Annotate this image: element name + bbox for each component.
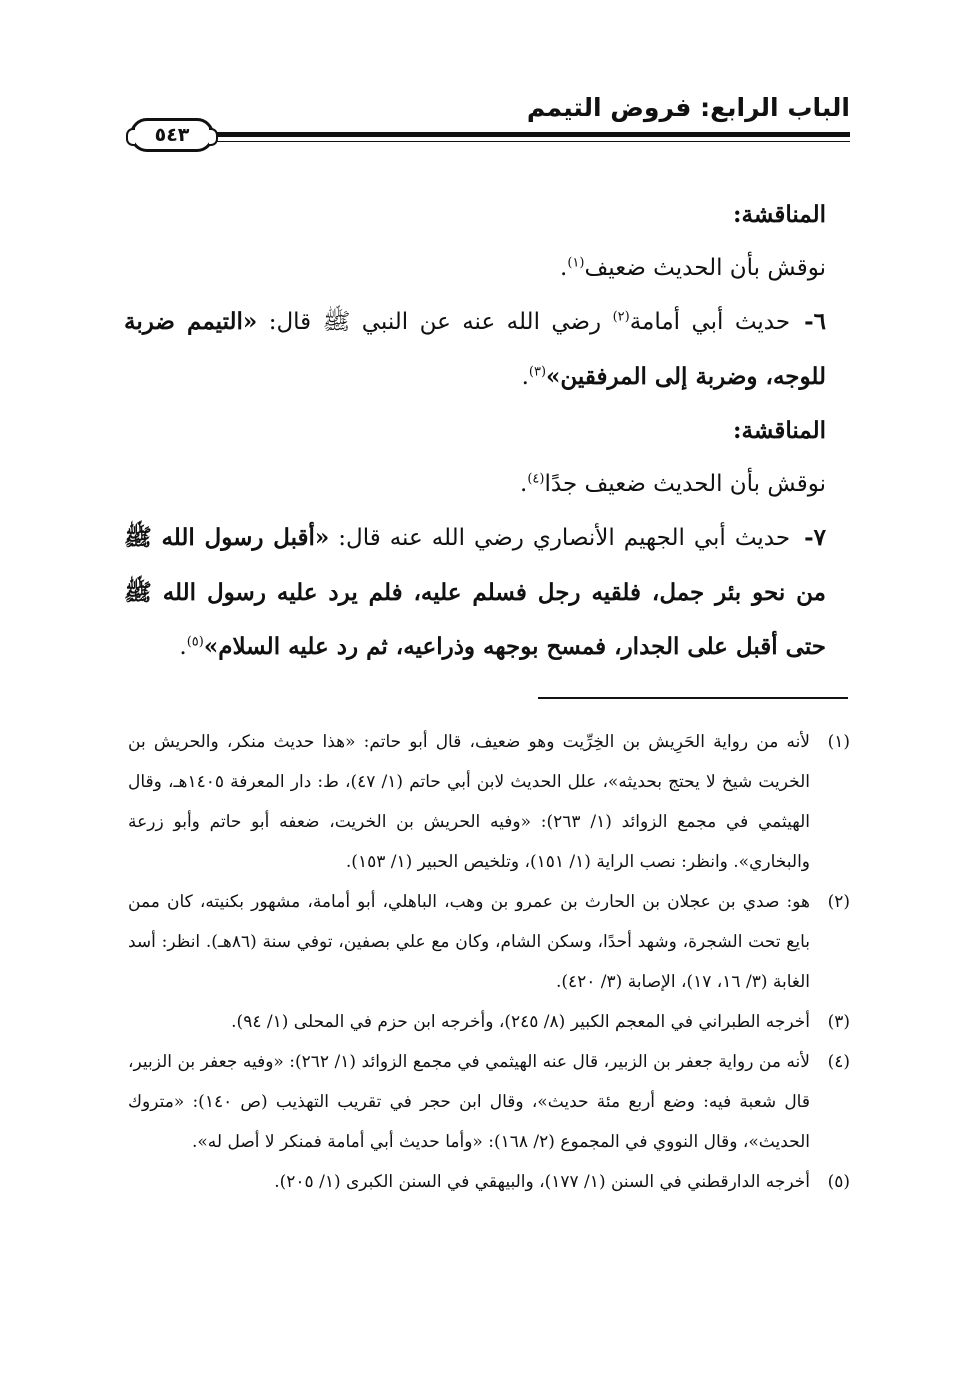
footnote-ref[interactable]: (٤) [527,470,545,486]
footnotes [128,722,850,1202]
footnote-separator [538,697,848,699]
hadith-intro: حديث أبي الجهيم الأنصاري رضي الله عنه قال: [329,525,791,551]
paragraph-end: . [179,634,187,660]
footnote [128,1042,850,1162]
paragraph-end: . [520,470,528,497]
footnote-ref[interactable]: (٢) [612,309,630,325]
footnote-number: (٥) [827,1172,850,1192]
footnote [128,882,850,1002]
page-number-badge [130,118,214,152]
discussion-heading: المناقشة: [733,417,826,444]
hadith-item-6 [124,295,826,404]
main-text [124,188,826,675]
footnote-text: هو: صدي بن عجلان بن الحارث بن عمرو بن وهب، الباهلي، أبو أمامة، مشهور بكنيته، كان ممن بايع تحت الشجرة، وشهد أحدًا، وسكن الشام، وكان مع علي بصفين، توفي سنة (٨٦هـ). انظر: أسد الغابة (٣/ ١٦، ١٧)، الإصابة (٣/ ٤٢٠). [128,892,810,992]
discussion-paragraph [124,458,826,512]
paragraph-text: نوقش بأن الحديث ضعيف جدًا [544,470,826,497]
footnote-number: (٣) [827,1012,850,1032]
hadith-quote: «التيمم ضربة للوجه، وضربة إلى المرفقين» [124,308,826,390]
item-number: ٦- [804,308,827,335]
footnote-text: أخرجه الدارقطني في السنن (١/ ١٧٧)، والبيهقي في السنن الكبرى (١/ ٢٠٥). [274,1172,810,1192]
hadith-intro-cont: رضي الله عنه عن النبي ﷺ قال: [257,309,613,335]
footnote [128,1162,850,1202]
header-rule-thin [214,141,850,142]
item-number: ٧- [804,524,826,551]
paragraph-end: . [560,254,568,281]
footnote-ref[interactable]: (١) [567,254,585,270]
footnote-text: أخرجه الطبراني في المعجم الكبير (٨/ ٢٤٥)، وأخرجه ابن حزم في المحلى (١/ ٩٤). [231,1012,810,1032]
footnote-text: لأنه من رواية جعفر بن الزبير، قال عنه الهيثمي في مجمع الزوائد (١/ ٢٦٢): «وفيه جعفر بن الزبير، قال شعبة فيه: وضع أربع مئة حديث»، وقال ابن حجر في تقريب التهذيب (ص ١٤٠): «متروك الحديث»، وقال النووي في المجموع (٢/ ١٦٨): «وأما حديث أبي أمامة فمنكر لا أصل له». [128,1052,810,1152]
page-number: ٥٤٣ [154,124,190,146]
chapter-title: الباب الرابع: فروض التيمم [526,93,850,122]
header-rule [214,132,850,137]
footnote [128,722,850,882]
hadith-item-7 [124,511,826,675]
hadith-intro: حديث أبي أمامة [629,309,791,335]
footnote-ref[interactable]: (٣) [528,363,547,379]
footnote-number: (١) [827,732,850,752]
paragraph-end: . [521,363,529,390]
hadith-quote: «أقبل رسول الله ﷺ من نحو بئر جمل، فلقيه رجل فسلم عليه، فلم يرد عليه رسول الله ﷺ حتى أقبل على الجدار، فمسح بوجهه وذراعيه، ثم رد عليه السلام» [124,524,826,660]
footnote [128,1002,850,1042]
footnote-text: لأنه من رواية الحَرِيش بن الخِرِّيت وهو ضعيف، قال أبو حاتم: «هذا حديث منكر، والحريش بن الخريت شيخ لا يحتج بحديثه»، علل الحديث لابن أبي حاتم (١/ ٤٧)، ط: دار المعرفة ١٤٠٥هـ، وقال الهيثمي في مجمع الزوائد (١/ ٢٦٣): «وفيه الحريش بن الخريت، ضعفه أبو حاتم وأبو زرعة والبخاري». وانظر: نصب الراية (١/ ١٥١)، وتلخيص الحبير (١/ ١٥٣). [128,732,811,872]
footnote-number: (٤) [827,1052,850,1072]
footnote-number: (٢) [827,892,850,912]
footnote-ref[interactable]: (٥) [186,634,204,650]
paragraph-text: نوقش بأن الحديث ضعيف [584,254,826,281]
discussion-heading: المناقشة: [733,201,826,228]
discussion-paragraph [124,242,826,296]
